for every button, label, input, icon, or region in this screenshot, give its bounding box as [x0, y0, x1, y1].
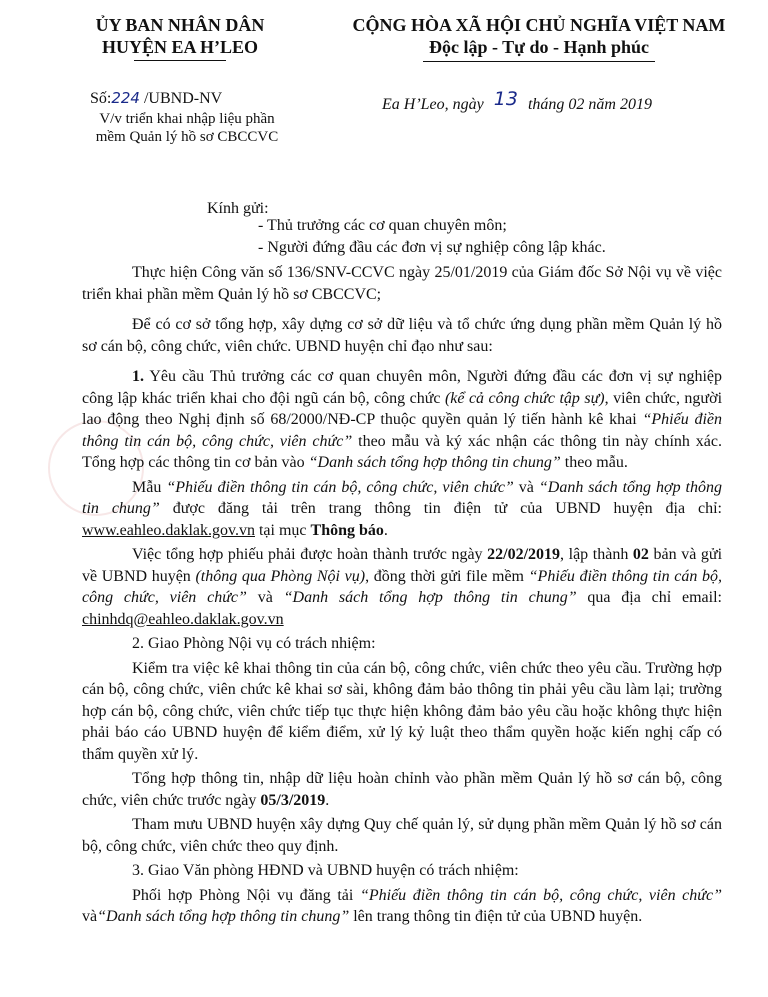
website-link[interactable]: www.eahleo.daklak.gov.vn: [82, 521, 255, 539]
issuing-organization: [60, 14, 300, 61]
text-run: , đồng thời gửi file mềm: [365, 567, 529, 585]
text-run-bold: 22/02/2019: [487, 546, 561, 563]
motto-underline: [423, 61, 655, 62]
paragraph-regulation: Tham mưu UBND huyện xây dựng Quy chế quản lý, sử dụng phần mềm Quản lý hồ sơ cán bộ, công chức, viên chức theo quy định.: [82, 816, 722, 855]
text-run-italic: “Danh sách tổng hợp thông tin chung”: [97, 908, 350, 925]
paragraph-item-2: 2. Giao Phòng Nội vụ có trách nhiệm:: [132, 635, 376, 652]
paragraph-purpose: Để có cơ sở tổng hợp, xây dựng cơ sở dữ liệu và tổ chức ứng dụng phần mềm Quản lý hồ sơ cán bộ, công chức, viên chức. UBND huyện chỉ đạo như sau:: [82, 316, 722, 355]
text-run-italic: (kể cả công chức tập sự): [444, 389, 605, 407]
document-number: [90, 88, 290, 109]
motto: Độc lập - Tự do - Hạnh phúc: [428, 37, 650, 57]
text-run: và: [82, 908, 98, 925]
recipients-label: Kính gửi:: [207, 200, 269, 217]
org-underline: [134, 60, 226, 61]
text-run: bản và gửi về UBND huyện: [82, 546, 723, 585]
text-run: qua địa chỉ email:: [576, 589, 722, 606]
document-body: [82, 262, 722, 931]
paragraph-deadline: [82, 544, 722, 630]
national-heading: [330, 14, 748, 62]
item-1-number: 1.: [132, 368, 144, 385]
email-link[interactable]: chinhdq@eahleo.daklak.gov.vn: [82, 610, 284, 628]
text-run: , lập thành: [560, 546, 633, 563]
doc-number-suffix: /UBND-NV: [139, 90, 223, 107]
text-run-bold: 02: [632, 546, 649, 563]
text-run: lên trang thông tin điện tử của UBND huyện.: [349, 908, 643, 925]
text-run: Tổng hợp thông tin, nhập dữ liệu hoàn chỉnh vào phần mềm Quản lý hồ sơ cán bộ, công chức, viên chức trước ngày: [82, 770, 722, 809]
text-run: được đăng tải trên trang thông tin điện tử của UBND huyện địa chỉ:: [159, 500, 723, 517]
text-run: Yêu cầu Thủ trưởng các cơ quan chuyên môn, Người đứng đầu các đơn vị sự nghiệp công lập khác triển khai cho đội ngũ cán bộ, công chức: [82, 368, 722, 407]
text-run: , viên chức, người lao động theo Nghị định số 68/2000/NĐ-CP thuộc quyền quản lý tiến hành kê khai: [82, 389, 723, 428]
paragraph-reference: Thực hiện Công văn số 136/SNV-CCVC ngày 25/01/2019 của Giám đốc Sở Nội vụ về việc triển khai phần mềm Quản lý hồ sơ CBCCVC;: [82, 264, 722, 303]
text-run-italic: “Phiếu điền thông tin cán bộ, công chức, viên chức”: [82, 567, 723, 606]
date-day-handwritten: 13: [493, 88, 518, 110]
text-run: tại mục: [254, 521, 311, 539]
text-run-italic: “Phiếu điền thông tin cán bộ, công chức, viên chức”: [82, 411, 722, 450]
text-run-italic: (thông qua Phòng Nội vụ): [195, 567, 366, 585]
recipient-item: - Thủ trưởng các cơ quan chuyên môn;: [258, 217, 507, 234]
text-run: .: [383, 521, 388, 539]
doc-number-prefix: Số:: [90, 90, 112, 107]
doc-number-handwritten: 224: [111, 89, 140, 107]
document-date: [382, 88, 652, 114]
text-run: Phối hợp Phòng Nội vụ đăng tải: [132, 886, 360, 904]
document-subject: V/v triển khai nhập liệu phần mềm Quản lý hồ sơ CBCCVC: [95, 111, 279, 145]
text-run-bold: 05/3/2019: [260, 791, 326, 809]
text-run: Việc tổng hợp phiếu phải được hoàn thành trước ngày: [132, 546, 488, 563]
text-run-italic: “Danh sách tổng hợp thông tin chung”: [82, 478, 722, 517]
org-line-1: ỦY BAN NHÂN DÂN: [95, 15, 265, 35]
text-run: .: [325, 791, 330, 809]
text-run-italic: “Phiếu điền thông tin cán bộ, công chức, viên chức”: [359, 886, 722, 904]
paragraph-forms: [82, 477, 722, 542]
nation-title: CỘNG HÒA XÃ HỘI CHỦ NGHĨA VIỆT NAM: [352, 15, 726, 35]
paragraph-check: Kiểm tra việc kê khai thông tin của cán bộ, công chức, viên chức theo yêu cầu. Trường hợp cán bộ, công chức, viên chức kê khai sơ sài, không đảm bảo thông tin phải yêu cầu làm lại; trường hợp cán bộ, công chức, viên chức tiếp tục thực hiện không đảm bảo yêu cầu hoặc không thực hiện phải báo cáo UBND huyện để kiểm điểm, xử lý kỷ luật theo thẩm quyền hoặc kiến nghị cấp có thẩm quyền xử lý.: [82, 659, 722, 763]
recipient-item: - Người đứng đầu các đơn vị sự nghiệp công lập khác.: [258, 239, 606, 256]
org-line-2: HUYỆN EA H’LEO: [101, 37, 259, 57]
text-run-italic: “Phiếu điền thông tin cán bộ, công chức, viên chức”: [166, 478, 514, 496]
text-run-bold: Thông báo: [310, 521, 384, 539]
text-run: và: [513, 478, 539, 496]
paragraph-item-3: 3. Giao Văn phòng HĐND và UBND huyện có trách nhiệm:: [132, 862, 519, 879]
text-run: Mẫu: [132, 478, 167, 496]
date-suffix: tháng 02 năm 2019: [527, 96, 652, 113]
text-run: theo mẫu và ký xác nhận các thông tin này chính xác. Tổng hợp các thông tin cơ bản vào: [82, 432, 722, 471]
paragraph-item-1: [82, 366, 722, 474]
text-run: theo mẫu.: [560, 454, 628, 471]
date-prefix: Ea H’Leo, ngày: [382, 96, 484, 113]
text-run: và: [246, 589, 284, 606]
paragraph-compile: [82, 768, 722, 811]
text-run-italic: “Danh sách tổng hợp thông tin chung”: [283, 589, 577, 606]
text-run-italic: “Danh sách tổng hợp thông tin chung”: [308, 454, 561, 471]
paragraph-publish: [82, 885, 722, 928]
